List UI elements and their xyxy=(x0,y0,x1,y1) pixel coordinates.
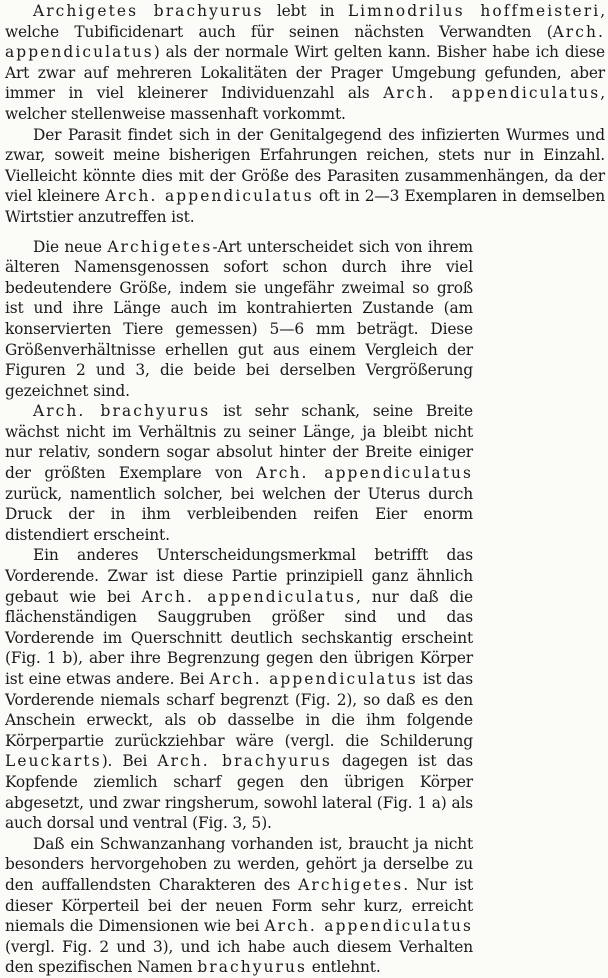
paragraph-3 xyxy=(5,237,473,402)
spaced-term: Archigetes xyxy=(298,875,404,894)
spaced-term: Limnodrilus hoffmeisteri xyxy=(347,2,601,20)
spaced-term: Leuckarts xyxy=(5,752,102,771)
text-run: zurück, namentlich solcher, bei welchen der Uterus durch Druck der in ihm verbleibenden reifen Eier enorm distendiert erscheint. xyxy=(5,484,473,544)
text-run: . Nur ist dieser Körperteil bei der neuen Form sehr kurz, erreicht niemals die Dimensionen wie bei xyxy=(5,875,473,936)
text-run: (vergl. Fig. 2 und 3), und ich habe auch diesem Verhalten den spezifischen Namen xyxy=(5,937,473,977)
text-run: ). Bei xyxy=(101,752,158,771)
spaced-term: Arch. appendiculatus xyxy=(264,917,473,936)
spaced-term: Arch. appendiculatus xyxy=(105,187,314,206)
text-run: entlehnt. xyxy=(307,958,381,977)
text-run: oft in 2—3 Exemplaren in demselben Wirtstier anzutreffen ist. xyxy=(5,187,605,226)
paragraph-6 xyxy=(5,834,473,978)
paragraph-1 xyxy=(5,1,605,125)
spaced-term: Arch. brachyurus xyxy=(157,752,332,771)
spaced-term: Arch. appendiculatus xyxy=(209,670,418,688)
spaced-term: brachyurus xyxy=(197,958,308,977)
document-page xyxy=(5,1,605,978)
paragraph-5 xyxy=(5,545,473,833)
text-run: ist das Vorderende niemals scharf begrenzt (Fig. 2), so daß es den Anschein erweckt, als ob dasselbe in die ihm folgende Körperpartie zurückziehbar wäre (vergl. die Schilderung xyxy=(5,670,473,750)
text-run: -Art unterscheidet sich von ihrem älteren Namensgenossen sofort schon durch ihre viel bedeutendere Größe, indem sie ungefähr zweimal so groß ist und ihre Länge auch im kontrahierten Zustande (am konservierten Tiere gemessen) 5—6 mm beträgt. Diese Größenverhältnisse erhellen gut aus einem Vergleich der Figuren 2 und 3, die beide bei derselben Vergrößerung gezeichnet sind. xyxy=(5,237,473,400)
spaced-term: Arch. appendiculatus xyxy=(5,22,605,62)
text-run: , welcher stellenweise massenhaft vorkommt. xyxy=(5,84,605,123)
text-run: dagegen ist das Kopfende ziemlich scharf gegen den übrigen Körper abgesetzt, und zwar ringsherum, sowohl lateral (Fig. 1 a) als auch dorsal und ventral (Fig. 3, 5). xyxy=(5,752,473,833)
text-run: Daß ein Schwanzanhang vorhanden ist, braucht ja nicht besonders hervorgehoben zu werden, gehört ja derselbe zu den auffallendsten Charakteren des xyxy=(5,834,473,894)
spaced-term: Arch. appendiculatus xyxy=(141,587,357,606)
spaced-term: Arch. appendiculatus xyxy=(383,84,601,103)
text-run: Ein anderes Unterscheidungsmerkmal betrifft das Vorderende. Zwar ist diese Partie prinzipiell ganz ähnlich gebaut wie bei xyxy=(5,546,473,606)
spaced-term: Arch. appendiculatus xyxy=(256,464,473,483)
spaced-term: Archigetes brachyurus xyxy=(33,2,264,20)
text-run: , nur daß die flächenständigen Sauggruben größer sind und das Vorderende im Querschnitt deutlich sechskantig erscheint (Fig. 1 b), aber ihre Begrenzung gegen den übrigen Körper ist eine etwas andere. Bei xyxy=(5,587,473,688)
text-run: Der Parasit findet sich in der Genitalgegend des infizierten Wurmes und zwar, soweit meine bisherigen Erfahrungen reichen, stets nur in Einzahl. Vielleicht könnte dies mit der Größe des Parasiten zusammenhängen, da der viel kleinere xyxy=(5,125,605,206)
spaced-term: Arch. brachyurus xyxy=(33,402,211,421)
text-run: lebt in xyxy=(263,2,348,20)
text-run: Die neue xyxy=(33,237,108,256)
text-run: , welche Tubificidenart auch für seinen nächsten Verwandten ( xyxy=(5,2,605,41)
text-run: ist sehr schank, seine Breite wächst nicht im Verhältnis zu seiner Länge, ja bleibt nicht nur relativ, sondern sogar absolut hinter der Breite einiger der größten Exemplare von xyxy=(5,402,473,483)
spaced-term: Archigetes xyxy=(107,237,213,256)
paragraph-4 xyxy=(5,401,473,545)
text-run: ) als der normale Wirt gelten kann. Bisher habe ich diese Art zwar auf mehreren Lokalitäten der Prager Umgebung gefunden, aber immer in viel kleinerer Individuenzahl als xyxy=(5,43,605,103)
paragraph-2 xyxy=(5,125,605,228)
